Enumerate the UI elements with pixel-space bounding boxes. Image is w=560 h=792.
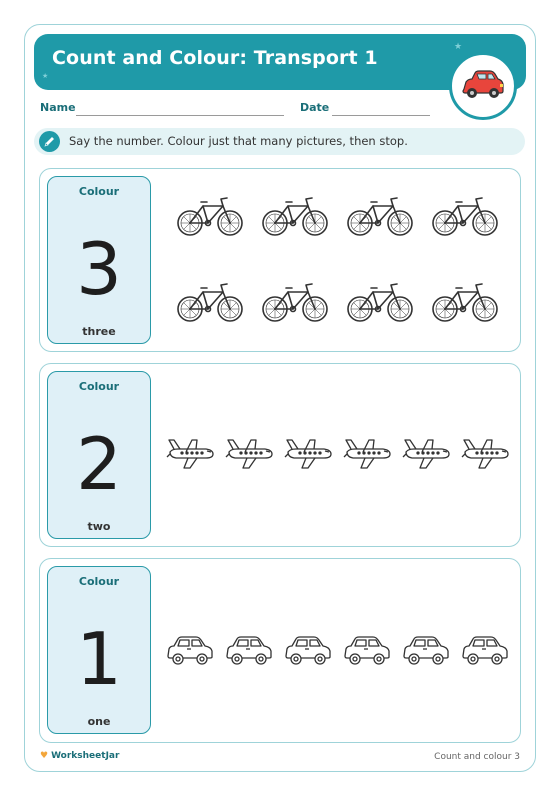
page-title: Count and Colour: Transport 1 [52,47,378,69]
red-car-icon [460,67,506,103]
number-word: two [87,520,111,533]
name-label: Name [40,101,76,114]
number-card [47,566,151,734]
star-icon: ★ [454,42,463,52]
bicycle-icon[interactable] [175,278,245,330]
airplane-icon[interactable] [461,437,509,475]
star-icon: ★ [42,72,49,80]
number-card [47,176,151,344]
airplane-icon[interactable] [225,437,273,475]
date-field[interactable] [332,115,430,116]
instruction-bar [34,128,525,155]
brand-logo [40,751,119,761]
number-digit: 1 [76,617,122,701]
bicycle-icon[interactable] [430,278,500,330]
car-icon[interactable] [284,634,332,670]
car-icon[interactable] [166,634,214,670]
bicycle-icon[interactable] [345,192,415,244]
car-icon[interactable] [225,634,273,670]
bicycle-icon[interactable] [430,192,500,244]
bicycle-icon[interactable] [345,278,415,330]
number-word: three [82,325,116,338]
airplane-icon[interactable] [166,437,214,475]
bicycle-icon[interactable] [260,192,330,244]
number-digit: 3 [76,227,122,311]
car-icon[interactable] [402,634,450,670]
brand-name: WorksheetJar [51,751,120,761]
bicycle-icon[interactable] [175,192,245,244]
airplane-icon[interactable] [402,437,450,475]
name-date-fields [40,101,460,119]
name-field[interactable] [76,115,284,116]
pencil-icon [39,131,60,152]
date-label: Date [300,101,330,114]
footer-page-label: Count and colour 3 [434,752,520,762]
instruction-text: Say the number. Colour just that many pictures, then stop. [69,134,408,148]
number-word: one [87,715,111,728]
car-icon[interactable] [461,634,509,670]
colour-label: Colour [78,575,120,588]
number-card [47,371,151,539]
bicycle-icon[interactable] [260,278,330,330]
car-icon[interactable] [343,634,391,670]
heart-icon: ♥ [40,751,49,761]
airplane-icon[interactable] [284,437,332,475]
number-digit: 2 [76,422,122,506]
colour-label: Colour [78,185,120,198]
airplane-icon[interactable] [343,437,391,475]
colour-label: Colour [78,380,120,393]
